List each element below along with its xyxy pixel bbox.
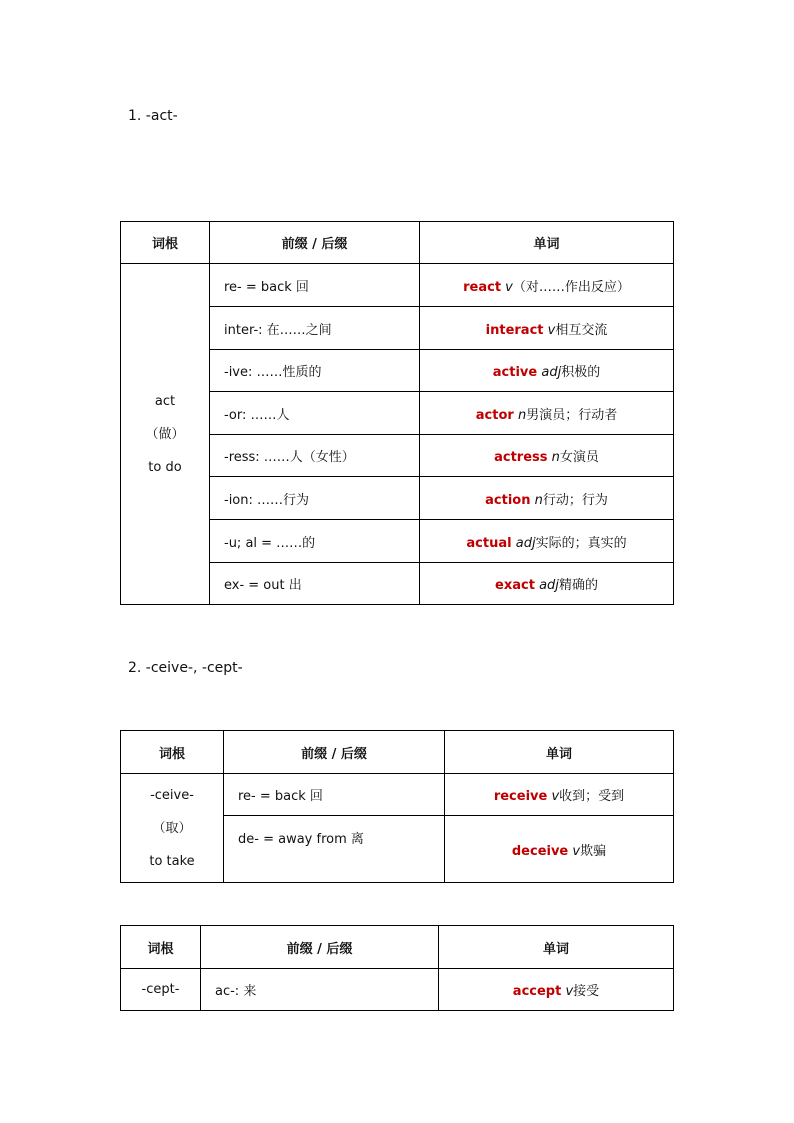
table-header-row [121,731,674,774]
word-cell [420,392,674,435]
word-meaning: 女演员 [559,450,599,465]
word-cell [420,563,674,605]
part-of-speech: adj [515,535,536,551]
vocab-table-act [120,221,674,605]
header-affix: 前缀 / 后缀 [224,731,445,774]
word-meaning: 行动；行为 [542,492,608,508]
root-meaning: （取） [152,820,192,836]
english-word: exact [495,578,535,593]
word-cell [420,435,674,477]
part-of-speech: n [551,450,560,465]
root-word: -cept- [141,982,180,997]
part-of-speech: v [547,322,556,338]
part-of-speech: v [572,843,581,859]
affix-cell: -or: ……人 [210,392,420,435]
part-of-speech: adj [539,578,559,593]
root-meaning: （做） [145,426,185,442]
affix-cell: inter-: 在……之间 [210,307,420,350]
root-gloss: to do [148,459,182,475]
table-row [121,969,674,1011]
root-word: -ceive- [150,787,194,803]
part-of-speech: v [551,789,560,804]
root-cell [121,969,201,1011]
word-cell [420,350,674,392]
header-affix: 前缀 / 后缀 [201,926,439,969]
table-row [121,264,674,307]
part-of-speech: n [534,492,543,508]
header-root: 词根 [121,731,224,774]
word-meaning: 接受 [573,984,600,999]
table-row [121,774,674,816]
header-affix: 前缀 / 后缀 [210,222,420,264]
english-word: action [485,492,531,508]
root-cell [121,774,224,883]
word-meaning: 欺骗 [580,843,607,859]
affix-cell: de- = away from 离 [224,816,445,883]
english-word: deceive [511,843,569,859]
section-heading-act: 1. -act- [128,108,178,124]
affix-cell: ex- = out 出 [210,563,420,605]
english-word: actual [466,535,512,551]
word-cell [445,816,674,883]
vocab-table-ceive [120,730,674,883]
word-meaning: 相互交流 [555,322,608,338]
table-header-row [121,222,674,264]
affix-cell: -ion: ……行为 [210,477,420,520]
header-word: 单词 [439,926,674,969]
english-word: active [492,365,538,380]
affix-cell: -ive: ……性质的 [210,350,420,392]
word-meaning: 精确的 [558,578,598,593]
part-of-speech: n [517,407,527,423]
word-cell [420,477,674,520]
root-word: act [154,393,176,409]
word-cell [420,520,674,563]
affix-cell: -ress: ……人（女性） [210,435,420,477]
part-of-speech: adj [541,365,562,380]
header-word: 单词 [420,222,674,264]
english-word: interact [485,322,544,338]
part-of-speech: v [565,984,574,999]
word-cell [439,969,674,1011]
section-heading-ceive-cept: 2. -ceive-, -cept- [128,660,243,676]
header-root: 词根 [121,222,210,264]
word-cell [445,774,674,816]
word-cell [420,264,674,307]
root-gloss: to take [149,853,195,869]
affix-cell: -u; al = ……的 [210,520,420,563]
english-word: actress [494,450,548,465]
word-meaning: 积极的 [561,365,601,380]
word-meaning: （对……作出反应） [512,279,630,295]
root-cell [121,264,210,605]
affix-cell: re- = back 回 [210,264,420,307]
part-of-speech: v [505,279,513,295]
table-header-row [121,926,674,969]
english-word: actor [475,407,514,423]
word-cell [420,307,674,350]
header-word: 单词 [445,731,674,774]
word-meaning: 男演员；行动者 [526,407,618,423]
english-word: receive [493,789,548,804]
affix-cell: ac-: 来 [201,969,439,1011]
english-word: accept [512,984,562,999]
vocab-table-cept [120,925,674,1011]
english-word: react [463,279,502,295]
header-root: 词根 [121,926,201,969]
word-meaning: 实际的；真实的 [535,535,627,551]
word-meaning: 收到；受到 [559,789,625,804]
affix-cell: re- = back 回 [224,774,445,816]
